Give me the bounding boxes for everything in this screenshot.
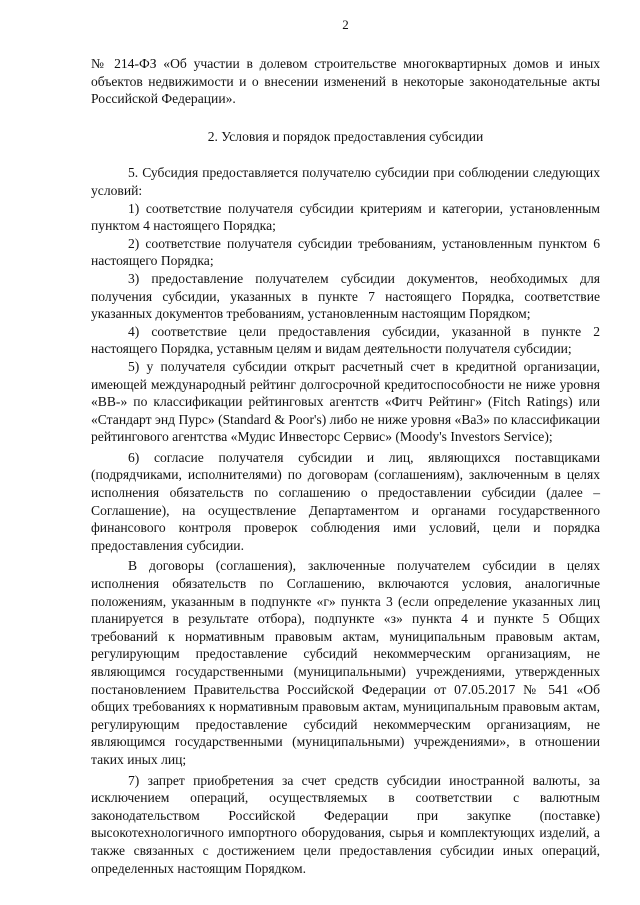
- condition-5: 5) у получателя субсидии открыт расчетный счет в кредитной организации, имеющей международный рейтинг долгосрочной кредитоспособности не ниже уровня «ВВ-» по классификации рейтинговых агентств «Фитч Рейтинг» (Fitch Ratings) или «Стандарт энд Пурс» (Standard & Poor's) либо не ниже уровня «Ba3» по классификации рейтингового агентства «Мудис Инвесторс Сервис» (Moody's Investors Service);: [91, 358, 600, 445]
- section-title: 2. Условия и порядок предоставления субсидии: [207, 128, 484, 144]
- condition-2: 2) соответствие получателя субсидии требованиям, установленным пунктом 6 настоящего Порядка;: [91, 235, 600, 269]
- condition-1: 1) соответствие получателя субсидии критериям и категории, установленным пунктом 4 настоящего Порядка;: [91, 200, 600, 234]
- paragraph-5: 5. Субсидия предоставляется получателю субсидии при соблюдении следующих условий:: [91, 165, 600, 198]
- condition-4: 4) соответствие цели предоставления субсидии, указанной в пункте 2 настоящего Порядка, уставным целям и видам деятельности получателя субсидии;: [91, 323, 600, 357]
- condition-3: 3) предоставление получателем субсидии документов, необходимых для получения субсидии, указанных в пункте 7 настоящего Порядка, соответствие указанных документов требованиям, установленным настоящим Порядком;: [91, 270, 600, 322]
- intro-paragraph: № 214-ФЗ «Об участии в долевом строительстве многоквартирных домов и иных объектов недвижимости и о внесении изменений в некоторые законодательные акты Российской Федерации».: [91, 56, 600, 107]
- condition-6: 6) согласие получателя субсидии и лиц, являющихся поставщиками (подрядчиками, исполнителями) по договорам (соглашениям), заключенным в целях исполнения обязательств по соглашению о предоставлении субсидии (далее – Соглашение), на осуществление Департаментом и органами государственного финансового контроля проверок соблюдения ими условий, цели и порядка предоставления субсидии.: [91, 449, 600, 553]
- condition-7: 7) запрет приобретения за счет средств субсидии иностранной валюты, за исключением операций, осуществляемых в соответствии с валютным законодательством Российской Федерации при закупке (поставке) высокотехнологичного импортного оборудования, сырья и комплектующих изделий, а также связанных с достижением цели предоставления субсидии иных операций, определенных настоящим Порядком.: [91, 772, 600, 876]
- contracts-paragraph: В договоры (соглашения), заключенные получателем субсидии в целях исполнения обязательств по Соглашению, включаются условия, аналогичные положениям, указанным в подпункте «г» пункта 3 (если определение указанных лиц планируется в результате отбора), подпункте «з» пункта 4 и пункте 5 Общих требований к нормативным правовым актам, муниципальным правовым актам, регулирующим предоставление субсидий некоммерческим организациям, не являющимся государственными (муниципальными) учреждениями, утвержденных постановлением Правительства Российской Федерации от 07.05.2017 № 541 «Об общих требованиях к нормативным правовым актам, муниципальным правовым актам, регулирующим предоставление субсидий некоммерческим организациям, не являющимся государственными (муниципальными) учреждениями», в отношении таких иных лиц;: [91, 558, 600, 767]
- page-number: 2: [342, 17, 349, 32]
